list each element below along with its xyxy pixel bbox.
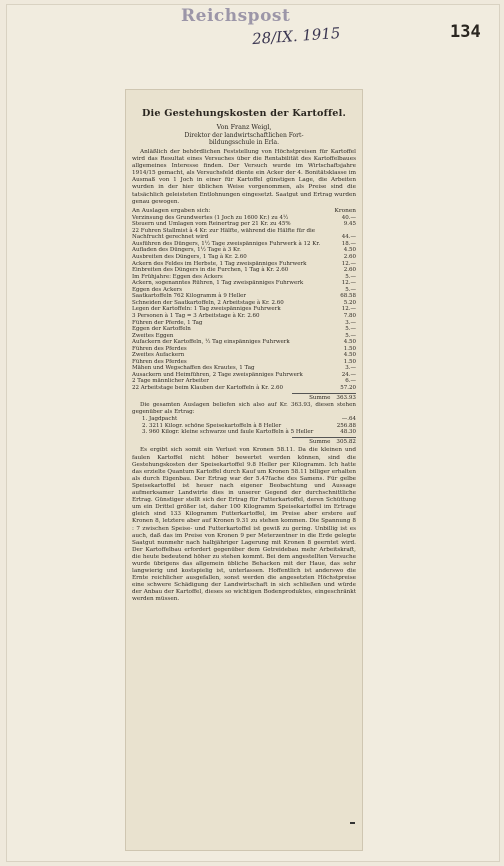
cost-row (132, 228, 356, 241)
cost-row-value: 3.— (345, 319, 356, 326)
revenue-row-text: 3. 960 Kilogr. kleine schwarze und faule Kartoffeln à 5 Heller (142, 429, 314, 436)
cost-row-text: 22 Arbeitstage beim Klauben der Kartoffeln à Kr. 2.60 (132, 384, 283, 391)
cost-row-text: Ausackern und Heimführen, 2 Tage zweispänniges Fuhrwerk (132, 371, 303, 378)
cost-row-text: Schneiden der Saatkartoffeln, 2 Arbeitstage à Kr. 2.60 (132, 299, 284, 306)
cost-row-value: 3.— (345, 365, 356, 372)
cost-row-value: 12.— (341, 280, 356, 287)
sum2-value: 305.82 (336, 438, 356, 445)
author-affiliation (132, 132, 356, 146)
cost-row-value: 5.— (345, 286, 356, 293)
cost-row-text: Zweites Aufackern (132, 352, 185, 359)
cost-row-value: 40.— (341, 214, 356, 221)
revenue-row-value: 256.88 (336, 422, 356, 429)
cost-row-value: 57.20 (340, 384, 356, 391)
costs-list (132, 215, 356, 392)
cost-row-value: 1.50 (343, 358, 356, 365)
affiliation-line-1: Direktor der landwirtschaftlichen Fort- (184, 132, 304, 139)
ink-mark (350, 822, 355, 824)
cost-row-value: 1.50 (343, 345, 356, 352)
newspaper-stamp: Reichspost (181, 6, 291, 26)
page-number: 134 (450, 22, 481, 42)
cost-row-text: Aufackern der Kartoffeln, ½ Tag einspänniges Fuhrwerk (132, 339, 290, 346)
cost-row-text: Führen des Pferdes (132, 358, 187, 365)
cost-row-text: Mähen und Wegschaffen des Krautes, 1 Tag (132, 365, 255, 372)
cost-row-value: 5.— (345, 273, 356, 280)
cost-row-text: Im Frühjahre: Eggen des Ackers (132, 273, 223, 280)
revenue-row-value: 48.30 (340, 429, 356, 436)
cost-row-text: Einbreiten des Düngers in die Furchen, 1 Tag à Kr. 2.60 (132, 267, 289, 274)
cost-row (132, 385, 356, 392)
cost-row-text: 3 Personen à 1 Tag = 3 Arbeitstage à Kr. 2.60 (132, 312, 260, 319)
cost-row-value: 12.— (341, 260, 356, 267)
affiliation-line-2: bildungsschule in Erla. (208, 139, 280, 146)
cost-row-text: Ackern, sogenanntes Rühren, 1 Tag zweispänniges Fuhrwerk (132, 280, 304, 287)
cost-row-value: 7.80 (343, 312, 356, 319)
newspaper-clipping (126, 90, 362, 850)
revenue-row (132, 429, 356, 436)
sum2-rule (292, 437, 356, 438)
costs-header (132, 208, 356, 215)
cost-row-value: 4.50 (343, 352, 356, 359)
revenue-row-text: 2. 3211 Kilogr. schöne Speisekartoffeln à 8 Heller (142, 422, 282, 429)
revenue-row-text: 1. Jagdpacht (142, 415, 178, 422)
cost-row-value: 4.50 (343, 339, 356, 346)
article-author: Von Franz Weigl, (216, 123, 272, 131)
conclusion-paragraph: Es ergibt sich somit ein Verlust von Kronen 58.11. Da die kleinen und faulen Kartoffel nicht höher bewertet werden können, sind die Gestehungskosten der Speisekartoffel 9.8 Heller per Kilogramm. Ich hatte das erzielte Quantum Kartoffel durch Kauf um Kronen 58.11 billiger erhalten als durch Eigenbau. Der Ertrag war der 5.47fache des Samens. Für gelbe Speisekartoffel ist heuer nach eigener Beobachtung und Aussage aufmerksamer Landwirte dies in unserer Gegend der durchschnittliche Ertrag. Günstiger stellt sich der Ertrag für Futterkartoffel, deren Schüttung um ein Drittel größer ist, daher 100 Kilogramm Speisekartoffel im Ertrage gleich sind 133 Kilogramm Futterkartoffel, im Preise aber erstere auf Kronen 8, letztere aber auf Kronen 9.31 zu stehen kommen. Die Spannung 8 : 7 zwischen Speise- und Futterkartoffel ist gewiß zu gering. Unbillig ist es auch, daß das im Preise von Kronen 9 per Meterzentner in die Erde gelegte Saatgut nunmehr nach halbjähriger Lagerung mit Kronen 8 geerntet wird. Der Kartoffelbau erfordert gegenüber dem Getreidebau mehr Arbeitskraft, die heute bedeutend höher zu stehen kommt. Bei dem angestellten Versuche wurde übrigens das allgemein übliche Behacken mit der Haue, das sehr langwierig und kostspielig ist, unterlassen. Hoffentlich ist anderswo die Ernte reichlicher ausgefallen, sonst werden die angesetzten Höchstpreise eine schwere Schädigung der Landwirtschaft in sich schließen und würde der Anbau der Kartoffel, dieses so wichtigen Bodenproduktes, eingeschränkt werden müssen. (132, 447, 356, 603)
revenue-list (132, 416, 356, 436)
revenue-sum (132, 439, 356, 446)
cost-row-text: Ausbreiten des Düngers, 1 Tag à Kr. 2.60 (132, 254, 247, 261)
cost-row-value: 9.45 (343, 221, 356, 228)
cost-row-value: 18.— (341, 240, 356, 247)
costs-sum (132, 395, 356, 402)
cost-row-value: 68.58 (340, 293, 356, 300)
sum-value: 363.93 (336, 394, 356, 401)
cost-row-value: 5.— (345, 332, 356, 339)
article-title: Die Gestehungskosten der Kartoffel. (142, 108, 346, 119)
cost-row-text: Zweites Eggen (132, 332, 174, 339)
costs-header-unit: Kronen (334, 207, 356, 214)
cost-row-value: 12.— (341, 306, 356, 313)
cost-row-value: 4.50 (343, 247, 356, 254)
cost-row-text: Aufladen des Düngers, 1½ Tage à 3 Kr. (132, 247, 241, 254)
cost-row-text: 22 Fuhren Stallmist à 4 Kr. zur Hälfte, während die Hälfte für die Nachfrucht gerechnet wird (132, 227, 315, 241)
cost-row-text: Eggen der Kartoffeln (132, 326, 191, 333)
cost-row-value: 5.20 (343, 299, 356, 306)
cost-row-text: Ausführen des Düngers, 1½ Tage zweispänniges Fuhrwerk à 12 Kr. (132, 240, 321, 247)
sum-rule (292, 393, 356, 394)
cost-row-value: 44.— (341, 234, 356, 241)
revenue-row (132, 416, 356, 423)
cost-row-value: 2.60 (343, 267, 356, 274)
cost-row-text: Führen des Pferdes (132, 345, 187, 352)
cost-row-text: Steuern und Umlagen vom Reinertrag per 21 Kr. zu 45% (132, 221, 291, 228)
cost-row-text: 2 Tage männlicher Arbeiter (132, 378, 209, 385)
cost-row-value: 5.— (345, 326, 356, 333)
cost-row-text: Saatkartoffeln 762 Kilogramm à 9 Heller (132, 293, 247, 300)
cost-row-value: 24.— (341, 371, 356, 378)
sum2-label: Summe (309, 438, 331, 445)
revenue-intro: Die gesamten Auslagen beliefen sich also auf Kr. 363.93, diesen stehen gegenüber als Ertrag: (132, 402, 356, 416)
cost-row-text: Legen der Kartoffeln: 1 Tag zweispänniges Fuhrwerk (132, 306, 281, 313)
cost-row-text: Führen der Pferde, 1 Tag (132, 319, 203, 326)
intro-paragraph: Anläßlich der behördlichen Feststellung von Höchstpreisen für Kartoffel wird das Resultat eines Versuches über die Rentabilität des Kartoffelbaues allgemeines Interesse finden. Der Versuch wurde im Wirtschaftsjahre 1914/15 gemacht, als Versuchsfeld diente ein Acker der 4. Bonitätsklasse im Ausmaß von 1 Joch in einer für Kartoffel günstigen Lage, die Arbeiten wurden in der hier üblichen Weise vorgenommen, als Preise sind die tatsächlich geleisteten Entlohnungen eingesetzt. Saatgut und Ertrag wurden genau gewogen. (132, 149, 356, 205)
cost-row-text: Verzinsung des Grundwertes (1 Joch zu 1600 Kr.) zu 4½ (132, 214, 289, 221)
cost-row-value: 2.60 (343, 254, 356, 261)
cost-row-text: Eggen des Ackers (132, 286, 183, 293)
cost-row-text: Ackern des Feldes im Herbste, 1 Tag zweispänniges Fuhrwerk (132, 260, 307, 267)
sum-label: Summe (309, 394, 331, 401)
costs-header-label: An Auslagen ergaben sich: (132, 207, 211, 214)
revenue-row-value: —.64 (341, 415, 356, 422)
handwritten-date: 28/IX. 1915 (251, 23, 341, 49)
cost-row-value: 6.— (345, 378, 356, 385)
